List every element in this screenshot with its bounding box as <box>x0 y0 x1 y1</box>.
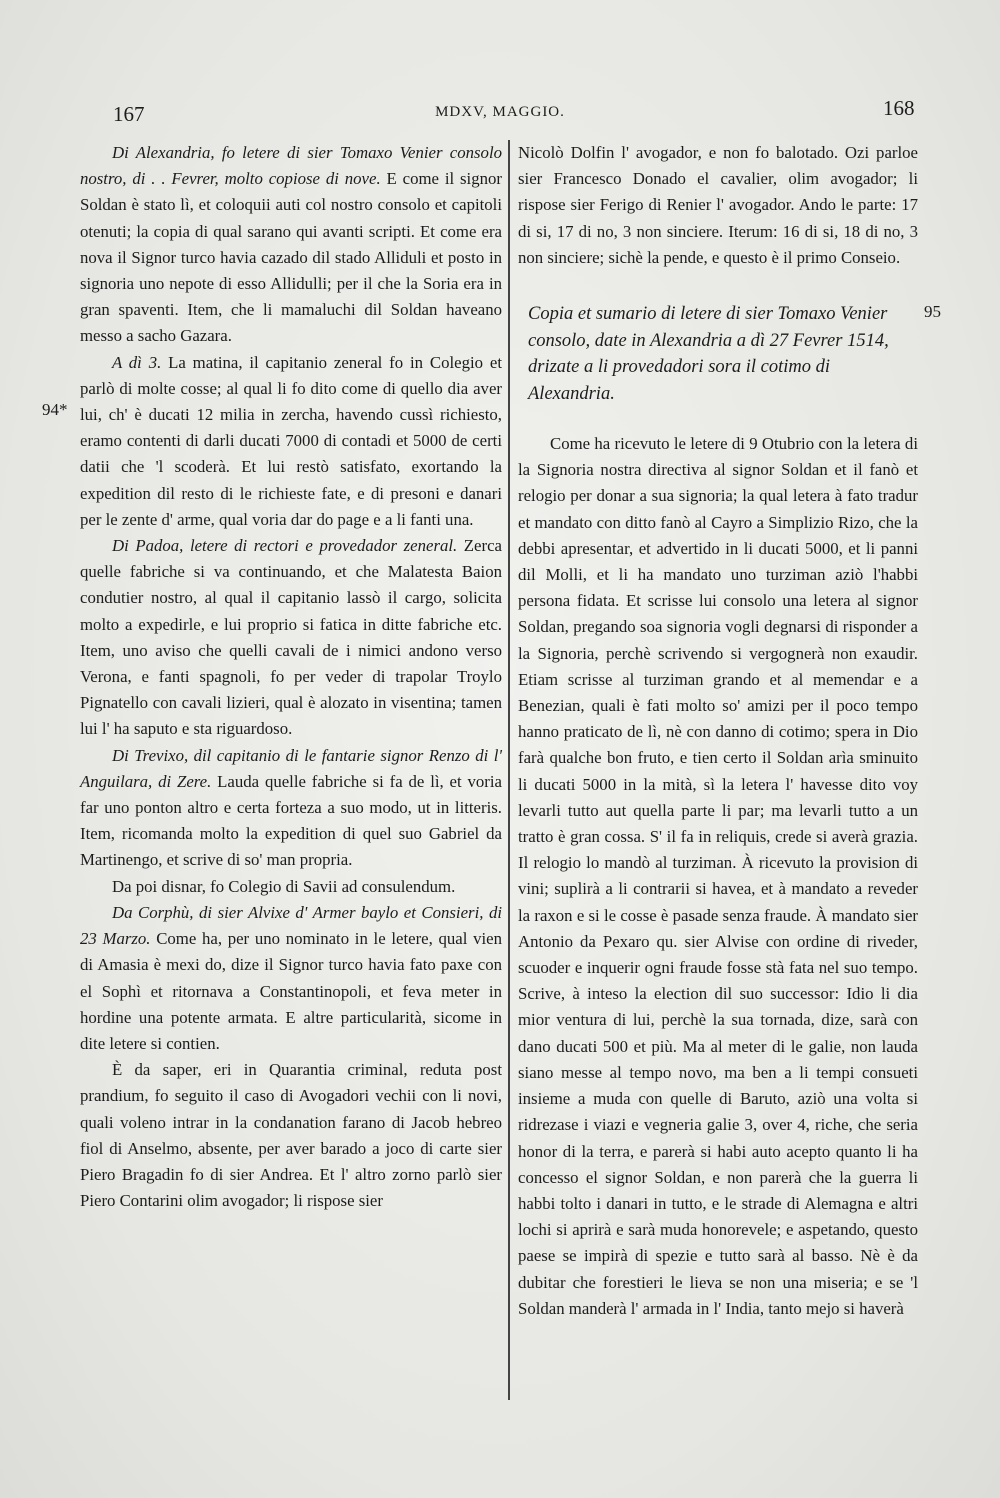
paragraph-text: La matina, il capitanio zeneral fo in Colegio et parlò di molte cosse; al qual li fo dito come di quello dia aver lui, ch' è ducati 12 milia in zercha, havendo cussì richiesto, eramo contenti di darli ducati 7000 di contadi et 5000 de certi datii che 'l scoderà. Et lui restò satisfato, exortando la expedition dil resto di le richieste fate, e di presoni e danari per le zente d' arme, qual voria dar do page e a li fanti una. <box>80 352 502 529</box>
paragraph-lead: A dì 3. <box>112 352 162 372</box>
paragraph-text: E come il signor Soldan è stato lì, et coloquii auti col nostro consolo et capitoli otenuti; la copia di qual sarano qui avanti scripti. Et come era nova il Signor turco havia cazado dil stado Alliduli et posto in signoria uno nepote di esso Allidulli; per il che la Soria era in gran spaventi. Item, che li mamaluchi dil Soldan haveano messo a sacho Gazara. <box>80 169 502 346</box>
left-column <box>80 140 502 1214</box>
paragraph <box>80 743 502 874</box>
paragraph <box>80 1057 502 1214</box>
margin-note-right: 95 <box>924 302 941 321</box>
letter-summary-paragraph: Come ha ricevuto le letere di 9 Otubrio con la letera di la Signoria nostra directiva al signor Soldan et il fanò et relogio per donar a sua signoria; la qual letera à fato tradur et mandato con ditto fanò al Cayro a Simplizio Rizo, che la debbi apresentar, et advertido in li ducati 5000, et li panni dil Molli, et li ha mandato uno turziman aziò l'habbi persona fidata. Et scrisse lui consolo una letera al signor Soldan, pregando soa signoria vogli degnarsi di risponder a la Signoria, perchè scrivendo si vergognerà non exaudir. Etiam scrisse al turziman grando et al memendar e a Benezian, quali è fati molto so' amizi per il poco tempo hanno praticato de lì, nè con danno di cotimo; spera in Dio farà qualche bon fruto, e tien certo il Soldan arìa sminuito li ducati 5000 in la mità, sì la letera l' havesse dito voy levarli tutto aut quella parte li par; ma levarli tutto a un tratto è gran cossa. S' il fa in reliquis, crede si averà grazia. Il relogio lo mandò al turziman. À ricevuto la provision di vini; suplirà a li contrarii si havea, et à mandato a reveder la raxon e si le cosse è pasade senza fraude. À mandato sier Antonio da Pexaro qu. sier Alvise con ordine di riveder, scuoder e inquerir ogni fraude fosse stà fata nel suo tempo. Scrive, à inteso la election dil suo successor: Idio li dia mior ventura di lui, perchè la sua tornada, dize, sarà con dano ducati 500 et più. Ma al meter di le galie, non lauda siano messe al tempo novo, ma ben a li tempi consueti insieme a muda con quelle di Baruto, aziò una volta si ridrezase i viazi e vegneria galie 3, over 4, riche, che seria honor di la terra, e parerà si habi auto acepto quanto li ha concesso el signor Soldan, e non parerà che la guerra li habbi tolto i danari in tutto, e le strade di Alemagna e altri lochi si aprirà e sarà muda honorevele; e aspetando, questo paese se impirà di spezie e tutto sarà al basso. Nè è da dubitar che forestieri le lieva se non una miseria; e se 'l Soldan manderà l' armada in l' India, tanto mejo si haverà <box>518 434 918 1318</box>
margin-note-left: 94* <box>42 400 68 419</box>
paragraph <box>80 140 502 350</box>
paragraph-text: È da saper, eri in Quarantia criminal, reduta post prandium, fo seguito il caso di Avogadori vechii con li novi, quali voleno intrar in la condanation farano di Jacob hebreo fiol di Anselmo, absente, per aver barado a joco di carte sier Piero Bragadin fo di sier Andrea. Et l' altro zorno parlò sier Piero Contarini olim avogador; li rispose sier <box>80 1060 502 1211</box>
paragraph <box>80 874 502 900</box>
column-divider <box>508 140 510 1400</box>
paragraph-text: Come ha, per uno nominato in le letere, qual vien di Amasia è mexi do, dize il Signor turco havia fato paxe con el Sophì et ritornava a Constantinopoli, et feva meter in hordine una potente armata. E altre particularità, sicome in dite letere si contien. <box>80 929 502 1053</box>
paragraph <box>80 350 502 533</box>
paragraph <box>80 533 502 743</box>
section-heading: Copia et sumario di letere di sier Tomaxo Venier consolo, date in Alexandria a dì 27 Fevrer 1514, drizate a li provedadori sora il cotimo di Alexandria. <box>528 304 889 404</box>
paragraph <box>80 900 502 1057</box>
paragraph-text: Lauda quelle fabriche si fa de lì, et voria far uno ponton altro e certa forteza a suo modo, ut in litteris. Item, ricomanda molto la expedition di quel suo Gabriel da Martinengo, et scrive di so' man propria. <box>80 771 502 870</box>
page-number-right: 168 <box>883 96 915 120</box>
paragraph-lead: Di Alexandria, fo letere di sier Tomaxo Venier consolo nostro, di . . Fevrer, molto copiose di nove. <box>80 143 502 189</box>
paragraph-text: Zerca quelle fabriche si va continuando, et che Malatesta Baion condutier nostro, al qual il capitanio lassò il cargo, solicita molto a expedirle, e lui proprio si fatica in ditte fabriche etc. Item, uno aviso che quelli cavali de i nimici andono verso Verona, e fanti spagnoli, fo per veder di trapolar Troylo Pignatello con cavali lizieri, qual è alozato in visentina; tamen lui l' ha saputo e sta riguardoso. <box>80 536 502 739</box>
paragraph-text: Da poi disnar, fo Colegio di Savii ad consulendum. <box>112 876 456 896</box>
right-column <box>518 140 918 1322</box>
paragraph-lead: Di Trevixo, dil capitanio di le fantarie signor Renzo di l' Anguilara, di Zere. <box>80 745 502 791</box>
paragraph-lead: Di Padoa, letere di rectori e provedador zeneral. <box>112 536 458 556</box>
running-title: MDXV, MAGGIO. <box>435 104 565 120</box>
paragraph-lead: Da Corphù, di sier Alvixe d' Armer baylo et Consieri, di 23 Marzo. <box>80 902 502 949</box>
page-number-left: 167 <box>113 102 145 126</box>
continuation-paragraph: Nicolò Dolfin l' avogador, e non fo balotado. Ozi parloe sier Francesco Donado el cavalier, olim avogador; li rispose sier Ferigo di Renier l' avogador. Ando le parte: 17 di si, 17 di no, 3 non sinciere. Iterum: 16 di si, 18 di no, 3 non sinciere; sichè la pende, e questo è il primo Conseio. <box>518 143 918 267</box>
page-header <box>0 96 1000 136</box>
